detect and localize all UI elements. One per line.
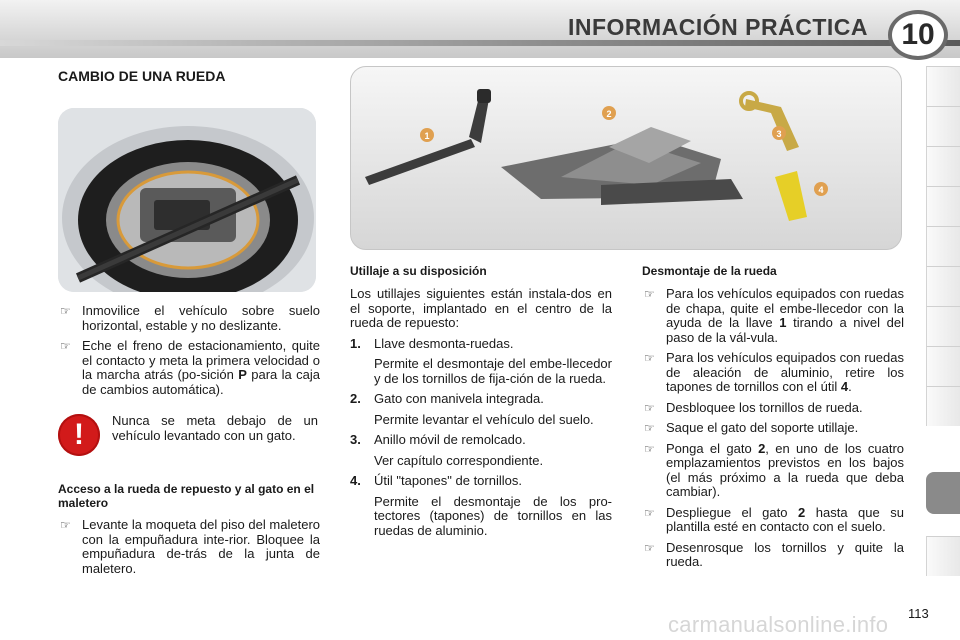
pointing-hand-icon: ☞	[644, 441, 655, 456]
tool-item: 2. Gato con manivela integrada. Permite levantar el vehículo del suelo.	[350, 391, 594, 427]
tool-item: 3. Anillo móvil de remolcado. Ver capítulo correspondiente.	[350, 432, 544, 468]
callout-3: 3	[776, 129, 782, 139]
chapter-number-badge: 10	[888, 10, 948, 60]
side-tab[interactable]	[926, 306, 960, 346]
side-tab-active[interactable]	[926, 472, 960, 514]
pointing-hand-icon: ☞	[60, 304, 71, 318]
list-item: ☞ Inmovilice el vehículo sobre suelo horizontal, estable y no deslizante.	[60, 303, 320, 333]
removal-heading: Desmontaje de la rueda	[642, 264, 777, 278]
callout-1: 1	[424, 131, 430, 141]
side-tab[interactable]	[926, 186, 960, 226]
pointing-hand-icon: ☞	[644, 421, 655, 435]
spare-heading: Acceso a la rueda de repuesto y al gato en el maletero	[58, 482, 315, 510]
side-tab[interactable]	[926, 146, 960, 186]
list-item: ☞ Para los vehículos equipados con ruedas de aleación de aluminio, retire los tapones de tornillos con el útil 4.	[644, 350, 904, 394]
list-item: ☞ Eche el freno de estacionamiento, quite el contacto y meta la primera velocidad o la marcha atrás (po-sición P para la caja de cambios automática).	[60, 338, 320, 397]
list-item: ☞ Ponga el gato 2, en uno de los cuatro emplazamientos previstos en los bajos (el más próximo a la rueda que deba cambiar).	[644, 440, 904, 499]
left-bullets	[58, 304, 320, 403]
pointing-hand-icon: ☞	[644, 351, 655, 365]
list-item: ☞ Levante la moqueta del piso del maletero con la empuñadura inte-rior. Bloquee la empuñadura de-trás de la junta de maletero.	[60, 517, 320, 576]
spare-tire-photo	[58, 108, 316, 292]
tool-item: 4. Útil "tapones" de tornillos. Permite el desmontaje de los pro-tectores (tapones) de tornillos en las ruedas de aluminio.	[350, 473, 612, 538]
section-title: CAMBIO DE UNA RUEDA	[58, 68, 226, 84]
list-item: ☞ Saque el gato del soporte utillaje.	[644, 420, 859, 435]
pointing-hand-icon: ☞	[644, 287, 655, 301]
page-number: 113	[908, 606, 929, 621]
exclamation-warning-icon: !	[58, 414, 100, 456]
tools-intro: Los utillajes siguientes están instala-dos en el soporte, implantado en el centro de la rueda de repuesto:	[350, 286, 612, 330]
spare-access-section	[58, 482, 320, 582]
callout-4: 4	[818, 185, 824, 195]
tools-photo	[350, 66, 902, 250]
pointing-hand-icon: ☞	[644, 540, 655, 555]
watermark: carmanualsonline.info	[668, 612, 889, 637]
list-item: ☞ Desenrosque los tornillos y quite la rueda.	[644, 539, 904, 569]
warning-text: Nunca se meta debajo de un vehículo levantado con un gato.	[112, 413, 318, 443]
list-item: ☞ Para los vehículos equipados con ruedas de chapa, quite el embe-llecedor con la ayuda de la llave 1 tirando a nivel del paso de la vál-vula.	[644, 286, 904, 345]
pointing-hand-icon: ☞	[644, 505, 655, 520]
pointing-hand-icon: ☞	[644, 400, 655, 415]
list-item: ☞ Desbloquee los tornillos de rueda.	[644, 399, 863, 415]
header-title: INFORMACIÓN PRÁCTICA	[567, 14, 868, 40]
side-tab[interactable]	[926, 226, 960, 266]
side-tab[interactable]	[926, 106, 960, 146]
removal-section	[642, 264, 904, 576]
side-tab[interactable]	[926, 66, 960, 106]
side-tab[interactable]	[926, 266, 960, 306]
tools-heading: Utillaje a su disposición	[350, 264, 487, 278]
side-tab[interactable]	[926, 346, 960, 386]
tools-section	[350, 264, 612, 544]
page-header	[0, 0, 960, 58]
side-tab[interactable]	[926, 386, 960, 426]
list-item: ☞ Despliegue el gato 2 hasta que su plantilla esté en contacto con el suelo.	[644, 504, 904, 534]
callout-2: 2	[606, 109, 612, 119]
side-chapter-tabs	[926, 66, 960, 576]
pointing-hand-icon: ☞	[60, 339, 71, 353]
side-tab[interactable]	[926, 536, 960, 576]
pointing-hand-icon: ☞	[60, 518, 71, 532]
tool-item: 1. Llave desmonta-ruedas. Permite el desmontaje del embe-llecedor y de los tornillos de fija-ción de la rueda.	[350, 335, 612, 386]
